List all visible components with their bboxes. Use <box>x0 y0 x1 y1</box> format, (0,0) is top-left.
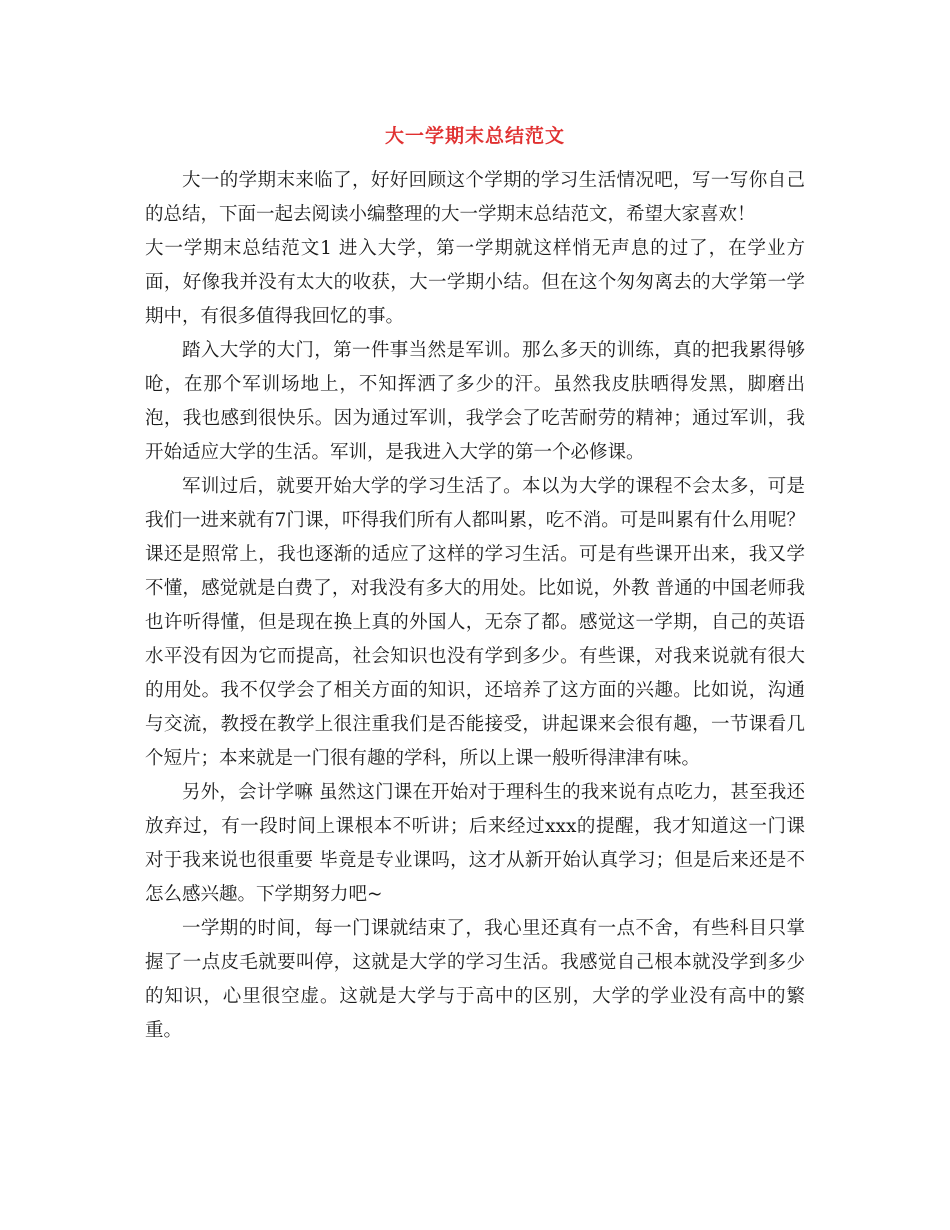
body-paragraph-courses: 军训过后，就要开始大学的学习生活了。本以为大学的课程不会太多，可是我们一进来就有7门课，吓得我们所有人都叫累，吃不消。可是叫累有什么用呢？课还是照常上，我也逐渐的适应了这样的学习生活。可是有些课开出来，我又学不懂，感觉就是白费了，对我没有多大的用处。比如说，外教 普通的中国老师我也许听得懂，但是现在换上真的外国人，无奈了都。感觉这一学期，自己的英语水平没有因为它而提高，社会知识也没有学到多少。有些课，对我来说就有很大的用处。我不仅学会了相关方面的知识，还培养了这方面的兴趣。比如说，沟通与交流，教授在教学上很注重我们是否能接受，讲起课来会很有趣，一节课看几个短片；本来就是一门很有趣的学科，所以上课一般听得津津有味。 <box>145 476 805 769</box>
section-heading-gap <box>332 238 339 259</box>
body-paragraph-accounting: 另外，会计学嘛 虽然这门课在开始对于理科生的我来说有点吃力，甚至我还放弃过，有一段时间上课根本不听讲；后来经过xxx的提醒，我才知道这一门课对于我来说也很重要 毕竟是专业课吗，这才从新开始认真学习；但是后来还是不怎么感兴趣。下学期努力吧~ <box>145 782 805 905</box>
document-title: 大一学期末总结范文 <box>384 125 565 147</box>
section-heading: 大一学期末总结范文1 <box>145 238 332 259</box>
intro-paragraph: 大一的学期末来临了，好好回顾这个学期的学习生活情况吧，写一写你自己的总结，下面一起去阅读小编整理的大一学期末总结范文，希望大家喜欢！ <box>145 170 805 225</box>
body-paragraph-military-training: 踏入大学的大门，第一件事当然是军训。那么多天的训练，真的把我累得够呛，在那个军训场地上，不知挥洒了多少的汗。虽然我皮肤晒得发黑，脚磨出泡，我也感到很快乐。因为通过军训，我学会了吃苦耐劳的精神；通过军训，我开始适应大学的生活。军训，是我进入大学的第一个必修课。 <box>145 340 805 463</box>
section-first-paragraph-text: 进入大学，第一学期就这样悄无声息的过了，在学业方面，好像我并没有太大的收获，大一学期小结。但在这个匆匆离去的大学第一学期中，有很多值得我回忆的事。 <box>145 238 805 327</box>
body-paragraph-semester-end: 一学期的时间，每一门课就结束了，我心里还真有一点不舍，有些科目只掌握了一点皮毛就要叫停，这就是大学的学习生活。我感觉自己根本就没学到多少的知识，心里很空虚。这就是大学与于高中的区别，大学的学业没有高中的繁重。 <box>145 918 805 1041</box>
section-paragraph <box>145 232 805 334</box>
document-body <box>145 164 805 1048</box>
